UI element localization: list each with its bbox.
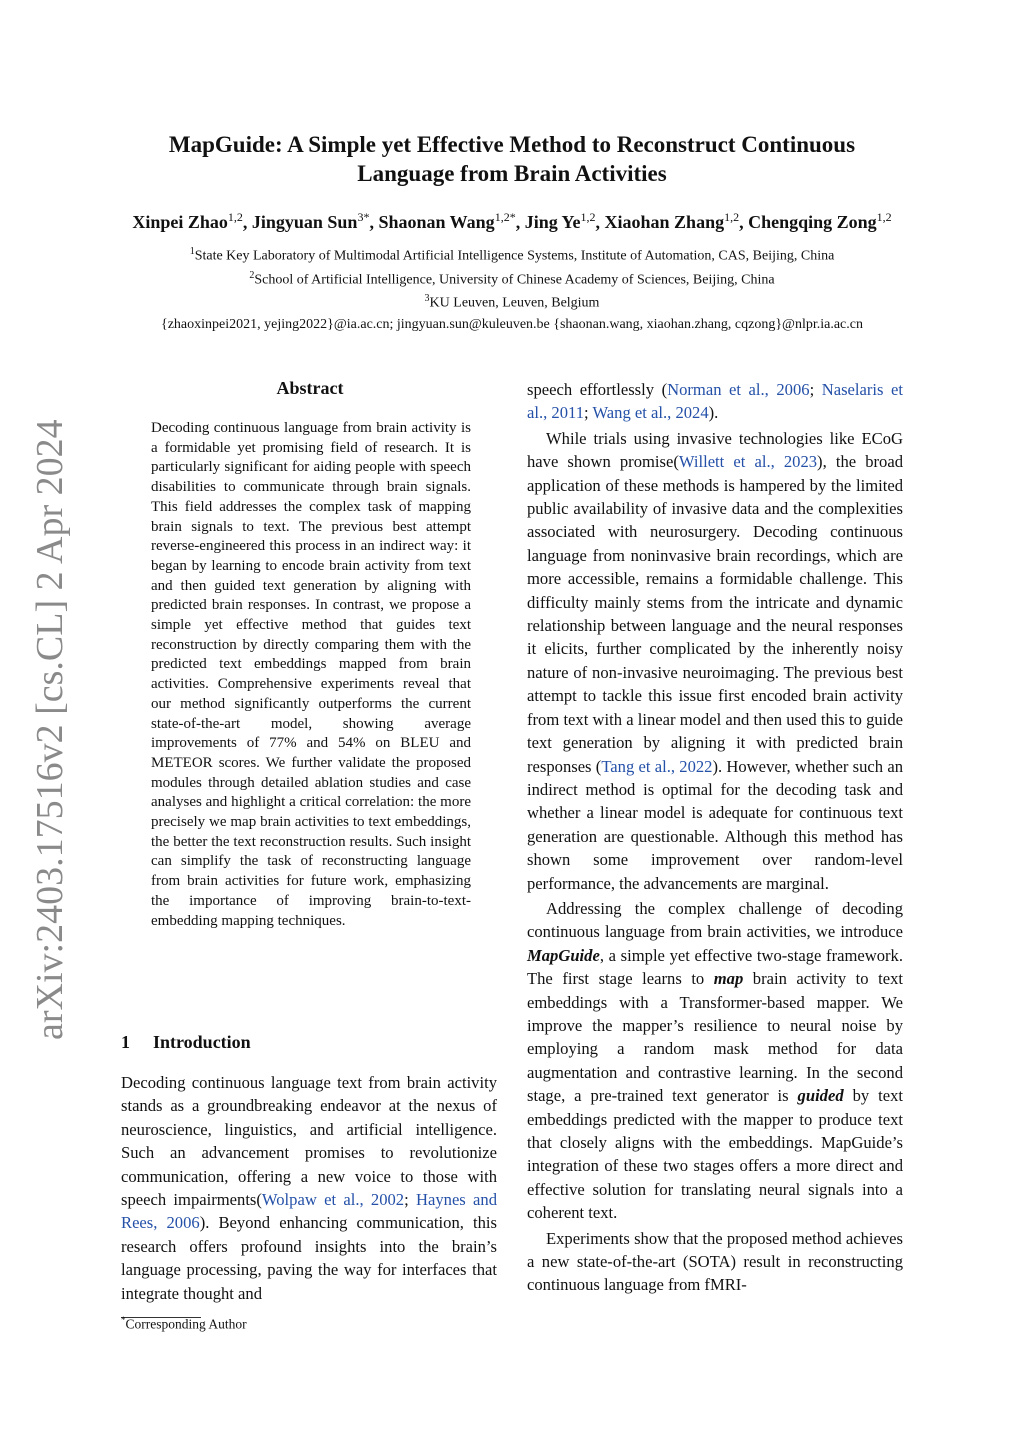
arxiv-identifier[interactable]: arXiv:2403.17516v2 [cs.CL] 2 Apr 2024 — [29, 419, 71, 1040]
title-line-2: Language from Brain Activities — [357, 161, 667, 186]
paragraph: speech effortlessly (Norman et al., 2006; Naselaris et al., 2011; Wang et al., 2024). — [527, 380, 903, 423]
author-emails[interactable]: {zhaoxinpei2021, yejing2022}@ia.ac.cn; jingyuan.sun@kuleuven.be {shaonan.wang, xiaohan.zhang, cqzong}@nlpr.ia.ac.cn — [161, 317, 863, 332]
emphasis: MapGuide — [527, 945, 600, 965]
section-heading-introduction — [121, 1032, 251, 1053]
paper-title — [60, 130, 964, 188]
affiliation: $^1$State Key Laboratory of Multimodal Artificial Intelligence Systems, Institute of Automation, CAS, Beijing, China — [189, 246, 835, 264]
abstract-text: Decoding continuous language from brain activity is a formidable yet promising field of research. It is particularly significant for aiding people with speech disabilities to communicate through brain signals. This field addresses the complex task of mapping brain signals to text. The previous best attempt reverse-engineered this process in an indirect way: it began by learning to encode brain activity from text and then guided text generation by aligning with predicted brain responses. In contrast, we propose a simple yet effective method that guides text reconstruction by directly comparing them with the predicted text embeddings mapped from brain activities. Comprehensive experiments reveal that our method significantly outperforms the current state-of-the-art model, showing average improvements of 77% and 54% on BLEU and METEOR scores. We further validate the proposed modules through detailed ablation studies and case analyses and highlight a critical correlation: the more precisely we map brain activities to text embeddings, the better the text reconstruction results. Such insight can simplify the task of reconstructing language from brain activities for future work, emphasizing the importance of improving brain-to-text-embedding mapping techniques. — [151, 420, 471, 929]
footnote: *Corresponding Author — [121, 1315, 247, 1332]
author-list — [20, 210, 1004, 233]
citation-link[interactable]: Tang et al., 2022 — [601, 756, 713, 776]
author: Xinpei Zhao$^{1,2}$, — [132, 210, 252, 232]
section-title: Introduction — [153, 1032, 251, 1052]
paragraph: Experiments show that the proposed method achieves a new state-of-the-art (SOTA) result in reconstructing continuous language from fMRI- — [527, 1228, 903, 1295]
affiliation: $^3$KU Leuven, Leuven, Belgium — [424, 293, 600, 311]
citation-link[interactable]: Willett et al., 2023 — [678, 452, 818, 472]
section-number: 1 — [121, 1032, 130, 1052]
emphasis: guided — [797, 1086, 844, 1106]
citation-link[interactable]: Wolpaw et al., 2002 — [261, 1190, 405, 1210]
paragraph: While trials using invasive technologies like ECoG have shown promise(Willett et al., 2023), the broad application of these methods is hampered by the limited public availability of invasive data and the complexities associated with neurosurgery. Decoding continuous language from noninvasive brain recordings, which are more accessible, remains a formidable challenge. This difficulty mainly stems from the intricate and dynamic relationship between language and the neural responses it elicits, further complicated by the inherently noisy nature of non-invasive neuroimaging. The previous best attempt to tackle this issue first encoded brain activity from text with a linear model and then used this to guide text generation by aligning it with predicted brain responses (Tang et al., 2022). However, whether such an indirect method is optimal for the decoding task and whether a linear model is adequate for continuous text generation are questionable. Although this method has shown some improvement over random-level performance, the advancements are marginal. — [527, 428, 903, 893]
emphasis: map — [713, 969, 744, 989]
author: Jing Ye$^{1,2}$, — [524, 210, 605, 232]
citation-link[interactable]: Wang et al., 2024 — [592, 403, 709, 423]
citation-link[interactable]: Naselaris et al., 2011 — [527, 380, 903, 423]
paragraph: Decoding continuous language text from brain activity stands as a groundbreaking endeavor at the nexus of neuroscience, linguistics, and artificial intelligence. Such an advancement promises to revolutionize communication, offering a new voice to those with speech impairments(Wolpaw et al., 2002; Haynes and Rees, 2006). Beyond enhancing communication, this research offers profound insights into the brain’s language processing, paving the way for interfaces that integrate thought and — [121, 1073, 498, 1303]
intro-left-column — [121, 1071, 497, 1305]
author: Chengqing Zong$^{1,2}$ — [748, 210, 892, 232]
author: Jingyuan Sun$^{3*}$, — [251, 210, 379, 232]
citation-link[interactable]: Haynes and Rees, 2006 — [121, 1190, 498, 1233]
author: Shaonan Wang$^{1,2*}$, — [378, 210, 525, 232]
abstract-heading: Abstract — [276, 378, 344, 398]
author: Xiaohan Zhang$^{1,2}$, — [604, 210, 749, 232]
intro-right-column — [527, 378, 903, 1297]
paragraph: Addressing the complex challenge of decoding continuous language from brain activities, we introduce MapGuide, a simple yet effective two-stage framework. The first stage learns to map brain activity to text embeddings with a Transformer-based mapper. We improve the mapper’s resilience to neural noise by employing a random mask method for data augmentation and contrastive learning. In the second stage, a pre-trained text generator is guided by text embeddings predicted with the mapper to produce text that closely aligns with the embeddings. MapGuide’s integration of these two stages offers a more direct and effective solution for translating neural signals into a coherent text. — [527, 898, 903, 1223]
affiliation: $^2$School of Artificial Intelligence, University of Chinese Academy of Sciences, Beijing, China — [249, 270, 775, 288]
citation-link[interactable]: Norman et al., 2006 — [667, 380, 810, 399]
title-line-1: MapGuide: A Simple yet Effective Method to Reconstruct Continuous — [168, 132, 856, 157]
